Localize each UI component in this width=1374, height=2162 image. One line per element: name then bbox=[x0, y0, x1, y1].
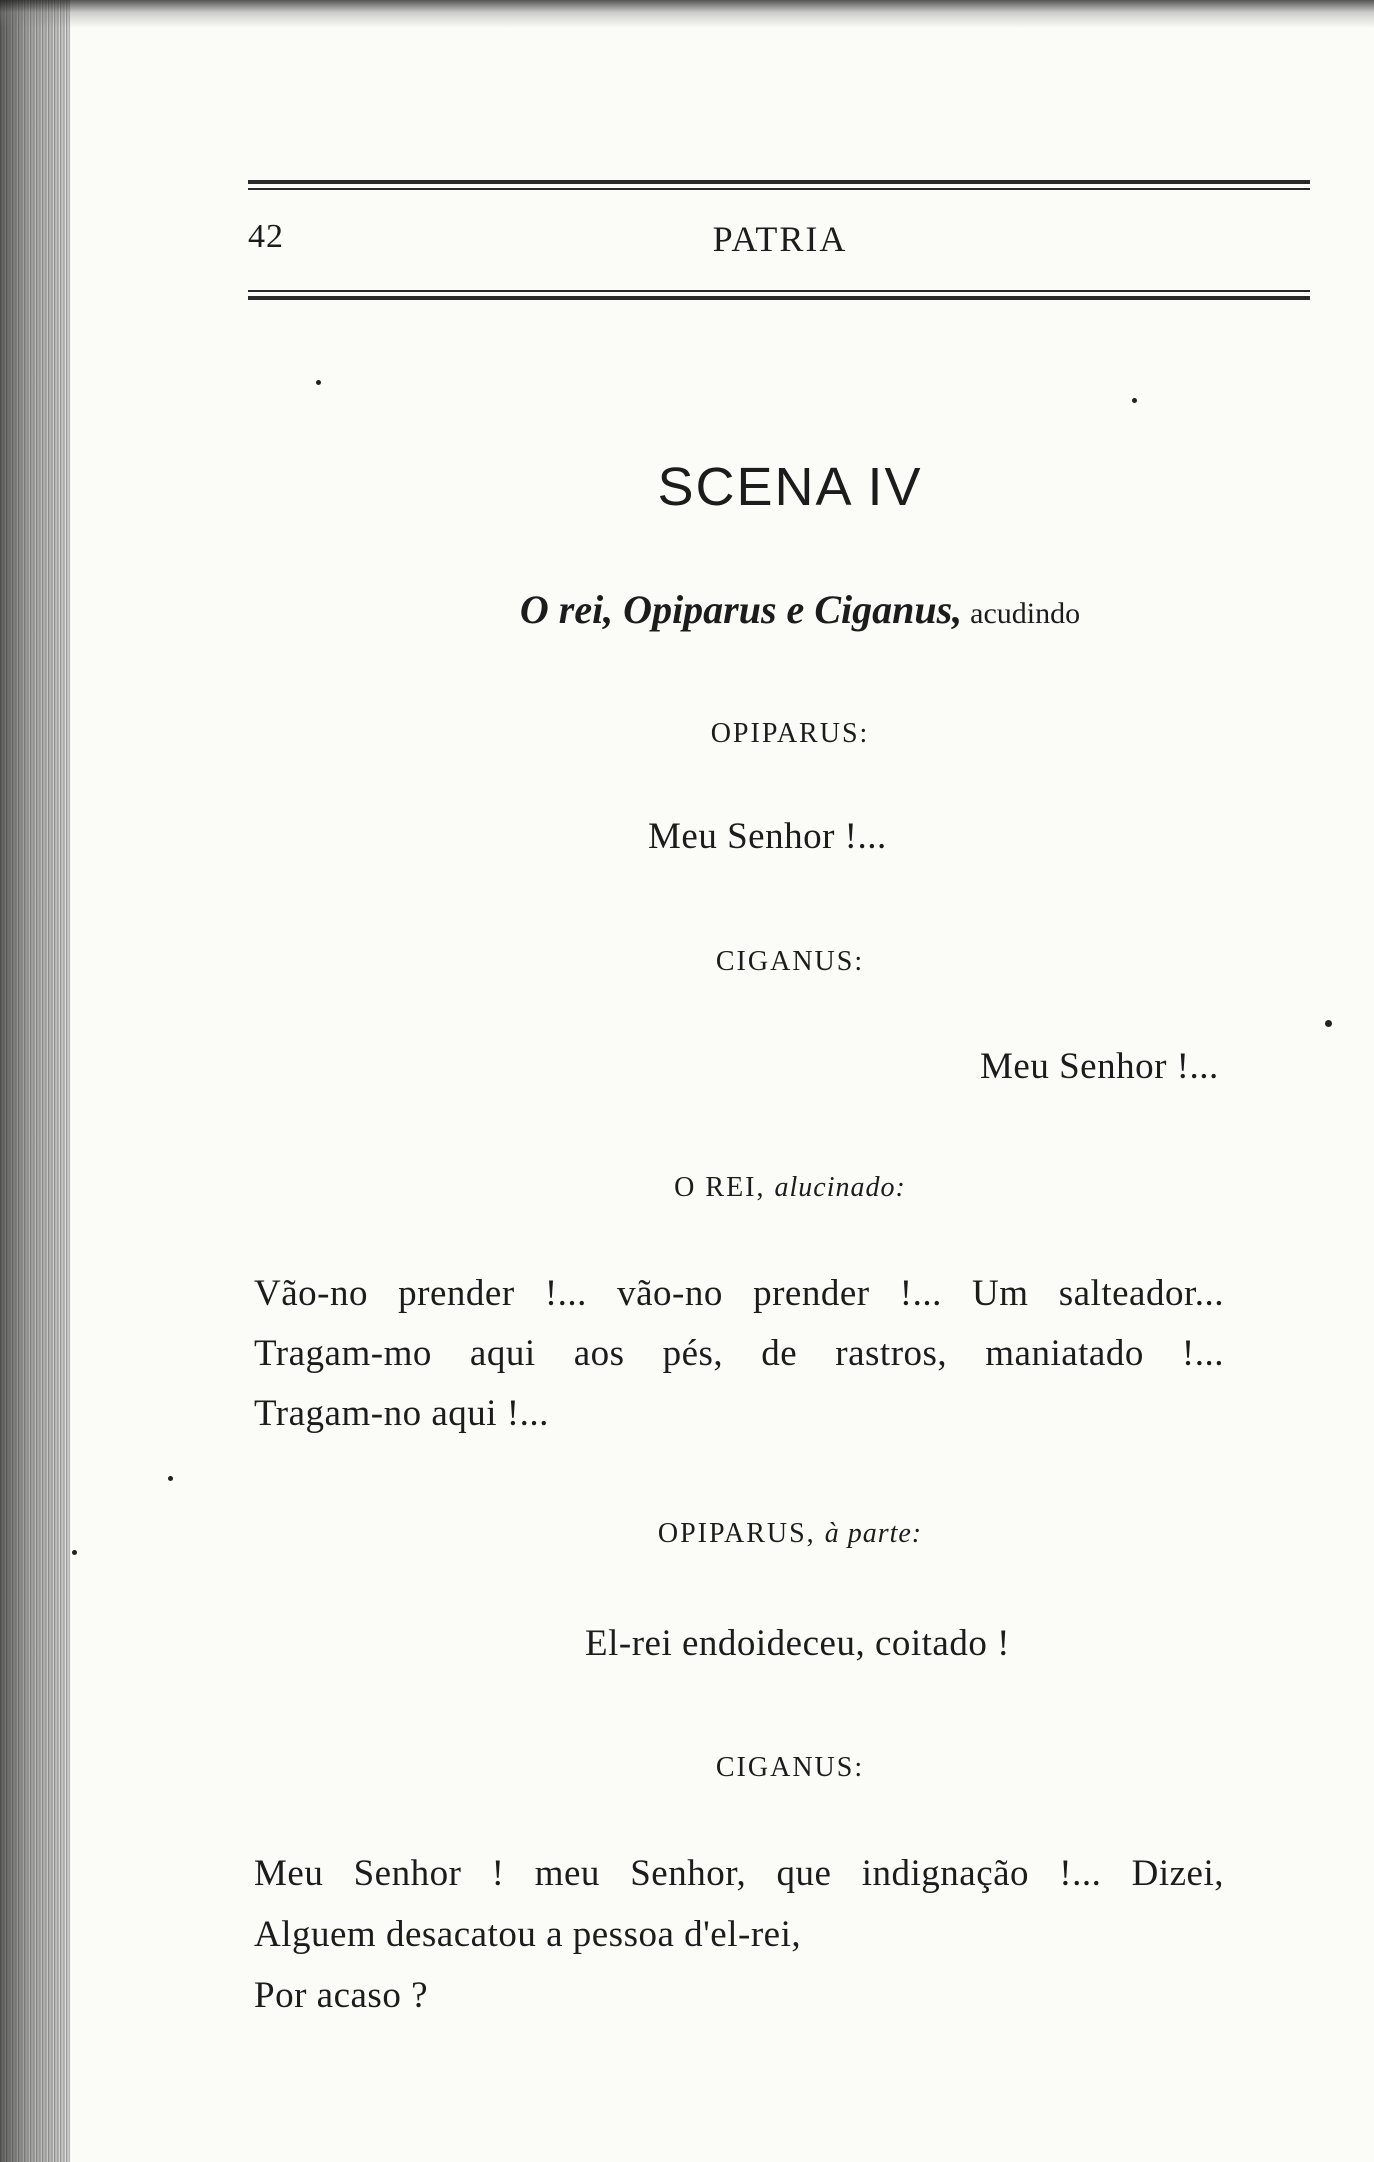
speaker-name: O REI, bbox=[674, 1172, 766, 1203]
running-title: PATRIA bbox=[712, 219, 848, 259]
dialogue-line: El-rei endoideceu, coitado ! bbox=[585, 1623, 1010, 1664]
dialogue-line: Vão-no prender !... vão-no prender !... Um salteador... bbox=[254, 1273, 1224, 1314]
speaker-aside: à parte: bbox=[824, 1518, 923, 1549]
scan-speck bbox=[168, 1476, 173, 1481]
dialogue-line: Meu Senhor ! meu Senhor, que indignação !... Dizei, bbox=[254, 1853, 1224, 1894]
speaker-aside: alucinado: bbox=[774, 1172, 906, 1203]
speaker-label bbox=[480, 1518, 1100, 1550]
dialogue-line: Meu Senhor !... bbox=[980, 1046, 1219, 1087]
header-rule-bottom-thin bbox=[248, 290, 1310, 292]
dialogue-line: Tragam-no aqui !... bbox=[254, 1393, 549, 1434]
speaker-label: CIGANUS: bbox=[715, 946, 865, 977]
speaker-label bbox=[480, 1172, 1100, 1204]
dialogue-line: Por acaso ? bbox=[254, 1975, 428, 2016]
cast-list bbox=[400, 586, 1200, 633]
cast-names: O rei, Opiparus e Ciganus, bbox=[519, 587, 963, 632]
binding-shadow bbox=[0, 0, 70, 2162]
header-rule-bottom bbox=[248, 296, 1310, 300]
speaker-label: CIGANUS: bbox=[715, 1752, 865, 1783]
speaker-name: OPIPARUS, bbox=[657, 1518, 816, 1549]
header-rule-top-thin bbox=[248, 188, 1310, 190]
dialogue-line: Alguem desacatou a pessoa d'el-rei, bbox=[254, 1914, 802, 1955]
scan-speck bbox=[72, 1550, 77, 1555]
top-edge-shadow bbox=[0, 0, 1374, 28]
dialogue-line: Meu Senhor !... bbox=[648, 816, 887, 857]
scan-speck bbox=[1325, 1020, 1332, 1027]
header-rule-top bbox=[248, 180, 1310, 184]
page-number: 42 bbox=[248, 218, 284, 255]
scene-title: SCENA IV bbox=[657, 457, 923, 517]
stage-direction: acudindo bbox=[970, 597, 1081, 630]
speaker-label: OPIPARUS: bbox=[710, 718, 870, 749]
scan-speck bbox=[316, 380, 321, 385]
dialogue-line: Tragam-mo aqui aos pés, de rastros, maniatado !... bbox=[254, 1333, 1224, 1374]
scan-speck bbox=[1132, 398, 1137, 403]
